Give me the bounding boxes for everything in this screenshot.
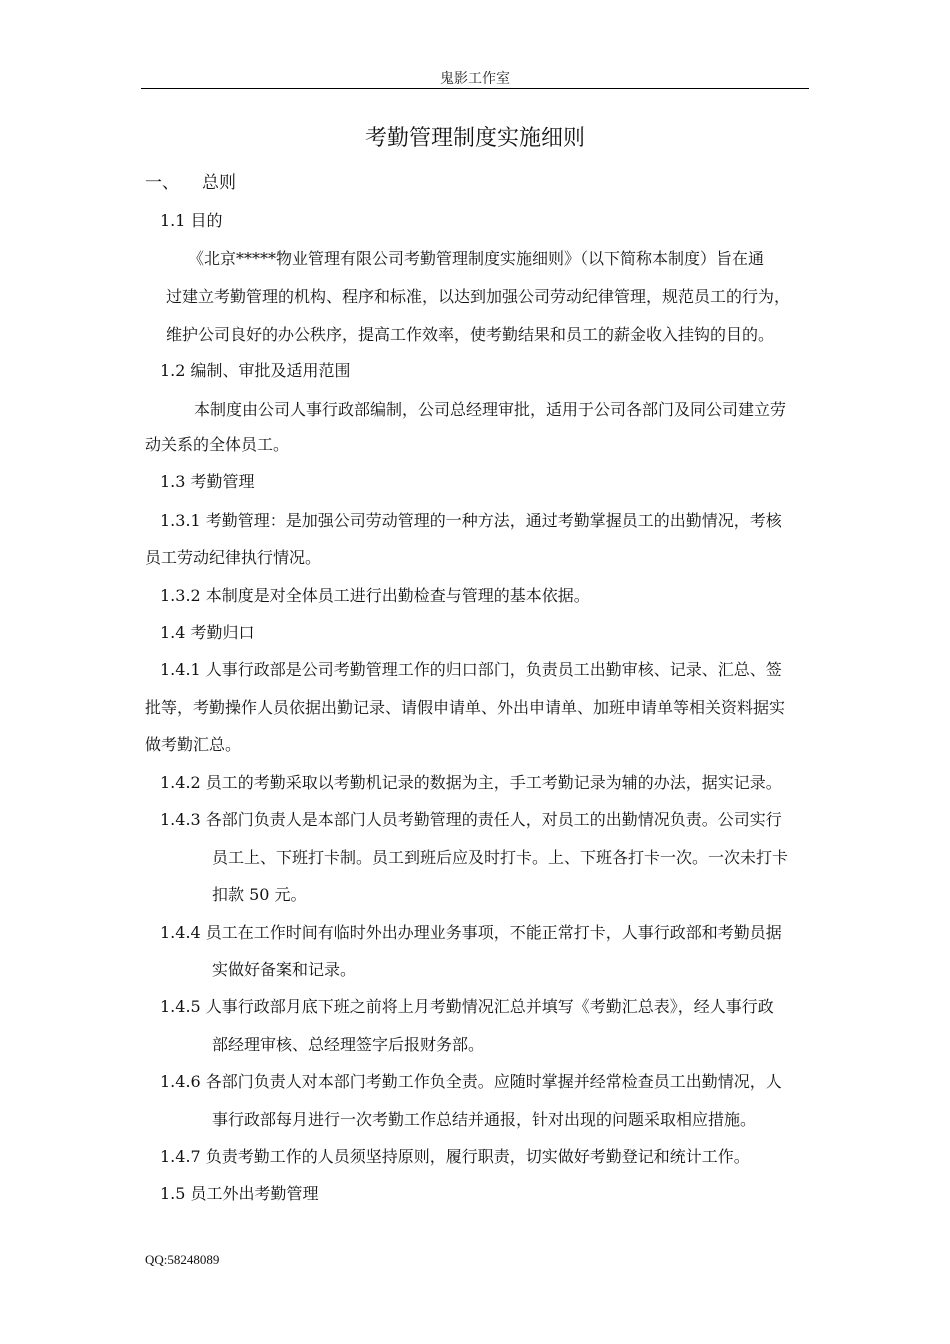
paragraph-line: 1.3.2 本制度是对全体员工进行出勤检查与管理的基本依据。 xyxy=(160,586,590,605)
paragraph-line: 1.4.2 员工的考勤采取以考勤机记录的数据为主，手工考勤记录为辅的办法，据实记录。 xyxy=(160,773,782,792)
paragraph-line: 本制度由公司人事行政部编制，公司总经理审批，适用于公司各部门及同公司建立劳 xyxy=(194,400,787,419)
paragraph-line: 1.4.7 负责考勤工作的人员须坚持原则，履行职责，切实做好考勤登记和统计工作。 xyxy=(160,1147,750,1166)
paragraph-line: 1.4.1 人事行政部是公司考勤管理工作的归口部门，负责员工出勤审核、记录、汇总、签 xyxy=(160,660,782,679)
paragraph-line: 1.4.5 人事行政部月底下班之前将上月考勤情况汇总并填写《考勤汇总表》，经人事行政 xyxy=(160,997,774,1016)
chapter-title: 总则 xyxy=(202,173,236,193)
section-heading-1-2: 1.2 编制、审批及适用范围 xyxy=(160,361,351,380)
paragraph-line: 1.4.4 员工在工作时间有临时外出办理业务事项，不能正常打卡，人事行政部和考勤员据 xyxy=(160,923,782,942)
chapter-number: 一、 xyxy=(145,173,179,193)
paragraph-line: 员工上、下班打卡制。员工到班后应及时打卡。上、下班各打卡一次。一次未打卡 xyxy=(212,848,789,867)
page-footer-text: QQ:58248089 xyxy=(145,1252,220,1267)
paragraph-line: 1.4.6 各部门负责人对本部门考勤工作负全责。应随时掌握并经常检查员工出勤情况，人 xyxy=(160,1072,782,1091)
document-title: 考勤管理制度实施细则 xyxy=(364,126,585,151)
paragraph-line: 维护公司良好的办公秩序，提高工作效率，使考勤结果和员工的薪金收入挂钩的目的。 xyxy=(166,325,775,344)
page-header-text: 鬼影工作室 xyxy=(440,71,510,87)
paragraph-line: 批等，考勤操作人员依据出勤记录、请假申请单、外出申请单、加班申请单等相关资料据实 xyxy=(145,698,786,717)
paragraph-line: 部经理审核、总经理签字后报财务部。 xyxy=(212,1035,485,1054)
paragraph-line: 员工劳动纪律执行情况。 xyxy=(145,548,322,567)
paragraph-line: 做考勤汇总。 xyxy=(145,735,242,754)
paragraph-line: 动关系的全体员工。 xyxy=(145,435,290,454)
paragraph-line: 实做好备案和记录。 xyxy=(212,960,357,979)
paragraph-line: 《北京*****物业管理有限公司考勤管理制度实施细则》（以下简称本制度）旨在通 xyxy=(188,249,765,268)
header-rule xyxy=(141,88,809,89)
paragraph-line: 1.4.3 各部门负责人是本部门人员考勤管理的责任人，对员工的出勤情况负责。公司实行 xyxy=(160,810,782,829)
section-heading-1-5: 1.5 员工外出考勤管理 xyxy=(160,1184,319,1203)
section-heading-1-3: 1.3 考勤管理 xyxy=(160,472,255,491)
paragraph-line: 过建立考勤管理的机构、程序和标准，以达到加强公司劳动纪律管理，规范员工的行为， xyxy=(166,287,791,306)
paragraph-line: 扣款 50 元。 xyxy=(212,885,307,904)
section-heading-1-1: 1.1 目的 xyxy=(160,211,223,230)
section-heading-1-4: 1.4 考勤归口 xyxy=(160,623,255,642)
paragraph-line: 1.3.1 考勤管理：是加强公司劳动管理的一种方法，通过考勤掌握员工的出勤情况，考核 xyxy=(160,511,782,530)
paragraph-line: 事行政部每月进行一次考勤工作总结并通报，针对出现的问题采取相应措施。 xyxy=(212,1110,757,1129)
